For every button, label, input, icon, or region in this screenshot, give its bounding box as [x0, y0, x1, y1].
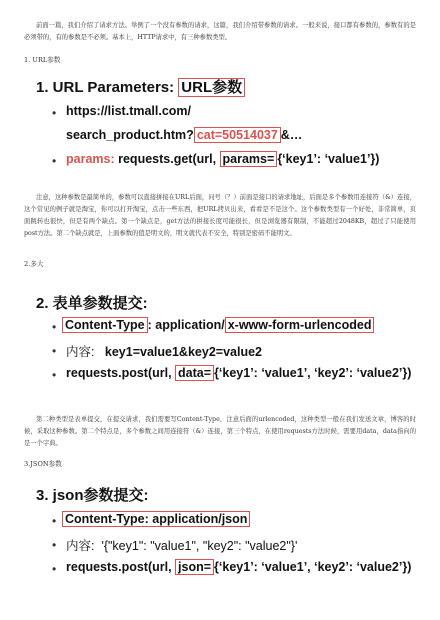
slide-title-json: 3. json参数提交: [36, 487, 149, 504]
post-json-line [66, 560, 411, 574]
json-content-value: '{"key1": "value1", "key2": "value2"}' [101, 539, 298, 553]
data-keyword: data= [175, 365, 214, 381]
url-path: search_product.htm? [66, 128, 194, 142]
content-type-line [62, 318, 374, 332]
json-content-type-line [62, 512, 250, 526]
params-code-pre: requests.get(url, [114, 152, 220, 166]
url-suffix: &… [280, 128, 303, 142]
content-type-value: x-www-form-urlencoded [225, 317, 375, 333]
post-code-post: {‘key1’: ‘value1’, ‘key2’: ‘value2’}) [214, 366, 412, 380]
content-type-label: Content-Type [62, 317, 148, 333]
bullet-icon: • [52, 320, 57, 334]
section-heading-form: 2.多大 [24, 260, 44, 268]
section-heading-json: 3.JSON参数 [24, 460, 62, 468]
json-content-line [66, 536, 297, 554]
bullet-icon: • [52, 538, 57, 552]
params-label: params: [66, 152, 115, 166]
bullet-icon: • [52, 106, 57, 120]
params-line [66, 152, 379, 166]
slide-title-url [36, 76, 245, 97]
post-data-line [66, 366, 411, 380]
content-type-mid: : application/ [147, 318, 225, 332]
post-code-pre: requests.post(url, [66, 366, 176, 380]
bullet-icon: • [52, 344, 57, 358]
content-label: 内容: [66, 345, 95, 359]
url-line-1: https://list.tmall.com/ [66, 104, 192, 118]
post-json-pre: requests.post(url, [66, 560, 176, 574]
json-content-type: Content-Type: application/json [62, 511, 250, 527]
content-line [66, 342, 262, 360]
section-heading-url: 1. URL参数 [24, 56, 61, 64]
slide-title-boxed: URL参数 [178, 78, 245, 97]
url-query-param: cat=50514037 [194, 127, 281, 143]
params-code-post: {‘key1’: ‘value1’}) [277, 152, 380, 166]
slide-json-params [22, 476, 422, 596]
bullet-icon: • [52, 514, 57, 528]
slide-title-text: 1. URL Parameters: [36, 79, 179, 96]
slide-form-params [22, 284, 422, 402]
json-keyword: json= [175, 559, 214, 575]
slide-url-params [22, 68, 422, 180]
content-value: key1=value1&key2=value2 [104, 345, 262, 359]
post-json-post: {‘key1’: ‘value1’, ‘key2’: ‘value2’}) [214, 560, 412, 574]
params-keyword: params= [220, 151, 278, 167]
url-line-2 [66, 128, 302, 142]
url-note-paragraph: 注意，这种参数是最简单的，参数可以直接拼接在URL后面，问号（？）前面是接口的请求地址，后面是多个参数用连接符（&）连接，这个常见的例子就是淘宝，你可以打开淘宝，点击一些东西，把URL拷贝出来，看看是不是这个。这个参数类型有一个好处，非常简单，页面跳转也很快，但是有两个缺点。第一个缺点是，get方法的拼接长度可能很长，但是浏览器有限制，不能超过2048KB，超过了只能使用post方法。第二个缺点就是，上面参数的值是明文的，明文就代表不安全，特别是密码不能明文。 [24, 194, 416, 237]
form-note-paragraph: 第二种类型是表单提交，在提交请求，我们需要写Content-Type，注意后面的urlencoded，这种类型一般在我们发送文章，博客的时候，采取这种参数。第二个特点是，多个参数之间用连接符（&）连接，第三个特点，在使用requests方法时候，需要用data，data指向的是一个字典。 [24, 416, 416, 447]
bullet-icon: • [52, 154, 57, 168]
bullet-icon: • [52, 368, 57, 382]
slide-title-form: 2. 表单参数提交: [36, 295, 148, 312]
intro-paragraph: 前面一篇，我们介绍了请求方法。举例了一个没有参数的请求，这篇，我们介绍带参数的请求。一般来说，接口都有参数的，参数有的是必须带的，有的参数是不必须。基本上，HTTP请求中，有三种参数类型。 [24, 22, 416, 41]
json-content-label: 内容: [66, 539, 95, 553]
bullet-icon: • [52, 562, 57, 576]
